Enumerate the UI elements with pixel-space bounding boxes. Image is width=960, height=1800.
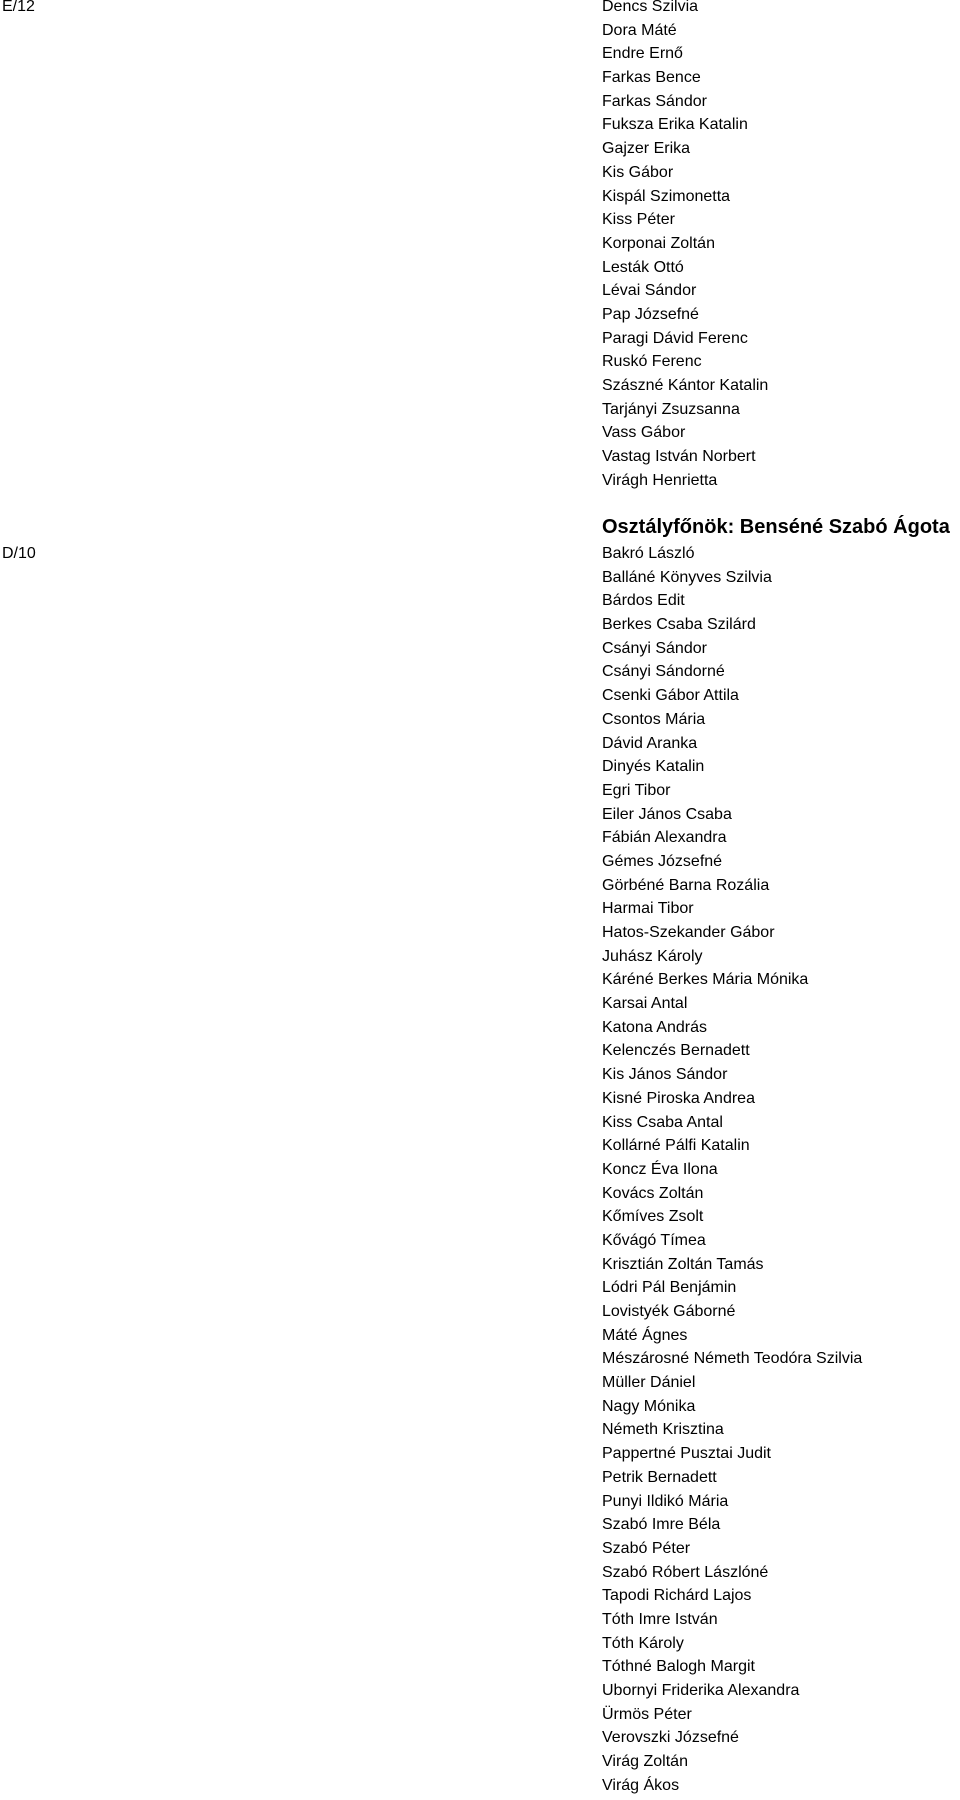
list-item: Lovistyék Gáborné: [602, 1303, 736, 1320]
list-item: Kiss Péter: [602, 211, 675, 229]
list-item: Hatos-Szekander Gábor: [602, 924, 775, 941]
list-item: Csányi Sándorné: [602, 663, 725, 681]
list-item: Farkas Bence: [602, 69, 701, 87]
list-item: Ubornyi Friderika Alexandra: [602, 1682, 800, 1699]
list-item: Nagy Mónika: [602, 1397, 696, 1415]
list-item: Paragi Dávid Ferenc: [602, 329, 748, 347]
list-item: Csenki Gábor Attila: [602, 687, 739, 705]
list-item: Mészárosné Németh Teodóra Szilvia: [602, 1350, 863, 1368]
list-item: Juhász Károly: [602, 947, 703, 965]
list-item: Virágh Henrietta: [602, 471, 718, 489]
list-item: Lódri Pál Benjámin: [602, 1279, 737, 1297]
list-item: Németh Krisztina: [602, 1421, 724, 1439]
list-item: Bakró László: [602, 545, 695, 562]
list-item: Harmai Tibor: [602, 900, 694, 918]
list-item: Virág Zoltán: [602, 1753, 688, 1771]
list-item: Szabó Péter: [602, 1539, 691, 1557]
list-item: Lévai Sándor: [602, 282, 697, 300]
list-item: Kisné Piroska Andrea: [602, 1089, 755, 1107]
list-item: Karsai Antal: [602, 995, 688, 1013]
list-item: Vass Gábor: [602, 424, 686, 442]
list-item: Tóth Károly: [602, 1634, 684, 1652]
list-item: Szabó Róbert Lászlóné: [602, 1563, 769, 1581]
list-item: Egri Tibor: [602, 781, 671, 799]
list-item: Kővágó Tímea: [602, 1231, 706, 1249]
list-item: Krisztián Zoltán Tamás: [602, 1255, 764, 1273]
list-item: Fábián Alexandra: [602, 829, 727, 847]
list-item: Korponai Zoltán: [602, 234, 715, 252]
list-item: Farkas Sándor: [602, 92, 707, 110]
list-item: Dinyés Katalin: [602, 758, 705, 776]
list-item: Dávid Aranka: [602, 734, 698, 752]
list-item: Katona András: [602, 1018, 707, 1036]
list-item: Kovács Zoltán: [602, 1184, 704, 1202]
list-item: Pap Józsefné: [602, 305, 699, 323]
list-item: Kiss Csaba Antal: [602, 1113, 723, 1131]
list-item: Csányi Sándor: [602, 639, 707, 657]
list-item: Kelenczés Bernadett: [602, 1042, 750, 1060]
list-item: Ruskó Ferenc: [602, 353, 702, 371]
list-item: Pappertné Pusztai Judit: [602, 1445, 771, 1463]
list-item: Káréné Berkes Mária Mónika: [602, 971, 809, 989]
class-teacher-heading: Osztályfőnök: Benséné Szabó Ágota: [602, 516, 950, 538]
list-item: Szászné Kántor Katalin: [602, 377, 769, 394]
list-item: Fuksza Erika Katalin: [602, 116, 748, 134]
list-item: Verovszki Józsefné: [602, 1729, 739, 1747]
list-item: Endre Ernő: [602, 45, 683, 63]
list-item: Tarjányi Zsuzsanna: [602, 400, 740, 418]
list-item: Müller Dániel: [602, 1374, 696, 1392]
list-item: Tapodi Richárd Lajos: [602, 1587, 752, 1605]
name-list-e12: [602, 0, 768, 492]
list-item: Kis Gábor: [602, 163, 674, 181]
list-item: Tóthné Balogh Margit: [602, 1658, 755, 1676]
list-item: Dora Máté: [602, 21, 677, 39]
list-item: Berkes Csaba Szilárd: [602, 616, 756, 634]
list-item: Punyi Ildikó Mária: [602, 1492, 729, 1510]
list-item: Ürmös Péter: [602, 1705, 692, 1723]
list-item: Kőmíves Zsolt: [602, 1208, 704, 1226]
list-item: Vastag István Norbert: [602, 448, 756, 466]
list-item: Balláné Könyves Szilvia: [602, 568, 772, 586]
list-item: Görbéné Barna Rozália: [602, 876, 770, 894]
list-item: Petrik Bernadett: [602, 1468, 717, 1486]
list-item: Eiler János Csaba: [602, 805, 732, 823]
class-code-d10: D/10: [2, 545, 36, 562]
list-item: Virág Ákos: [602, 1776, 680, 1794]
list-item: Bárdos Edit: [602, 592, 685, 610]
list-item: Kollárné Pálfi Katalin: [602, 1137, 750, 1155]
list-item: Gémes Józsefné: [602, 852, 723, 870]
list-item: Kis János Sándor: [602, 1066, 728, 1084]
list-item: Kispál Szimonetta: [602, 187, 731, 205]
list-item: Csontos Mária: [602, 710, 706, 728]
class-code-e12: E/12: [2, 0, 35, 15]
list-item: Szabó Imre Béla: [602, 1516, 721, 1534]
list-item: Máté Ágnes: [602, 1326, 688, 1344]
list-item: Lesták Ottó: [602, 258, 684, 276]
list-item: Tóth Imre István: [602, 1610, 718, 1628]
name-list-d10: [602, 542, 862, 1797]
list-item: Koncz Éva Ilona: [602, 1160, 718, 1178]
list-item: Dencs Szilvia: [602, 0, 699, 15]
list-item: Gajzer Erika: [602, 140, 691, 158]
